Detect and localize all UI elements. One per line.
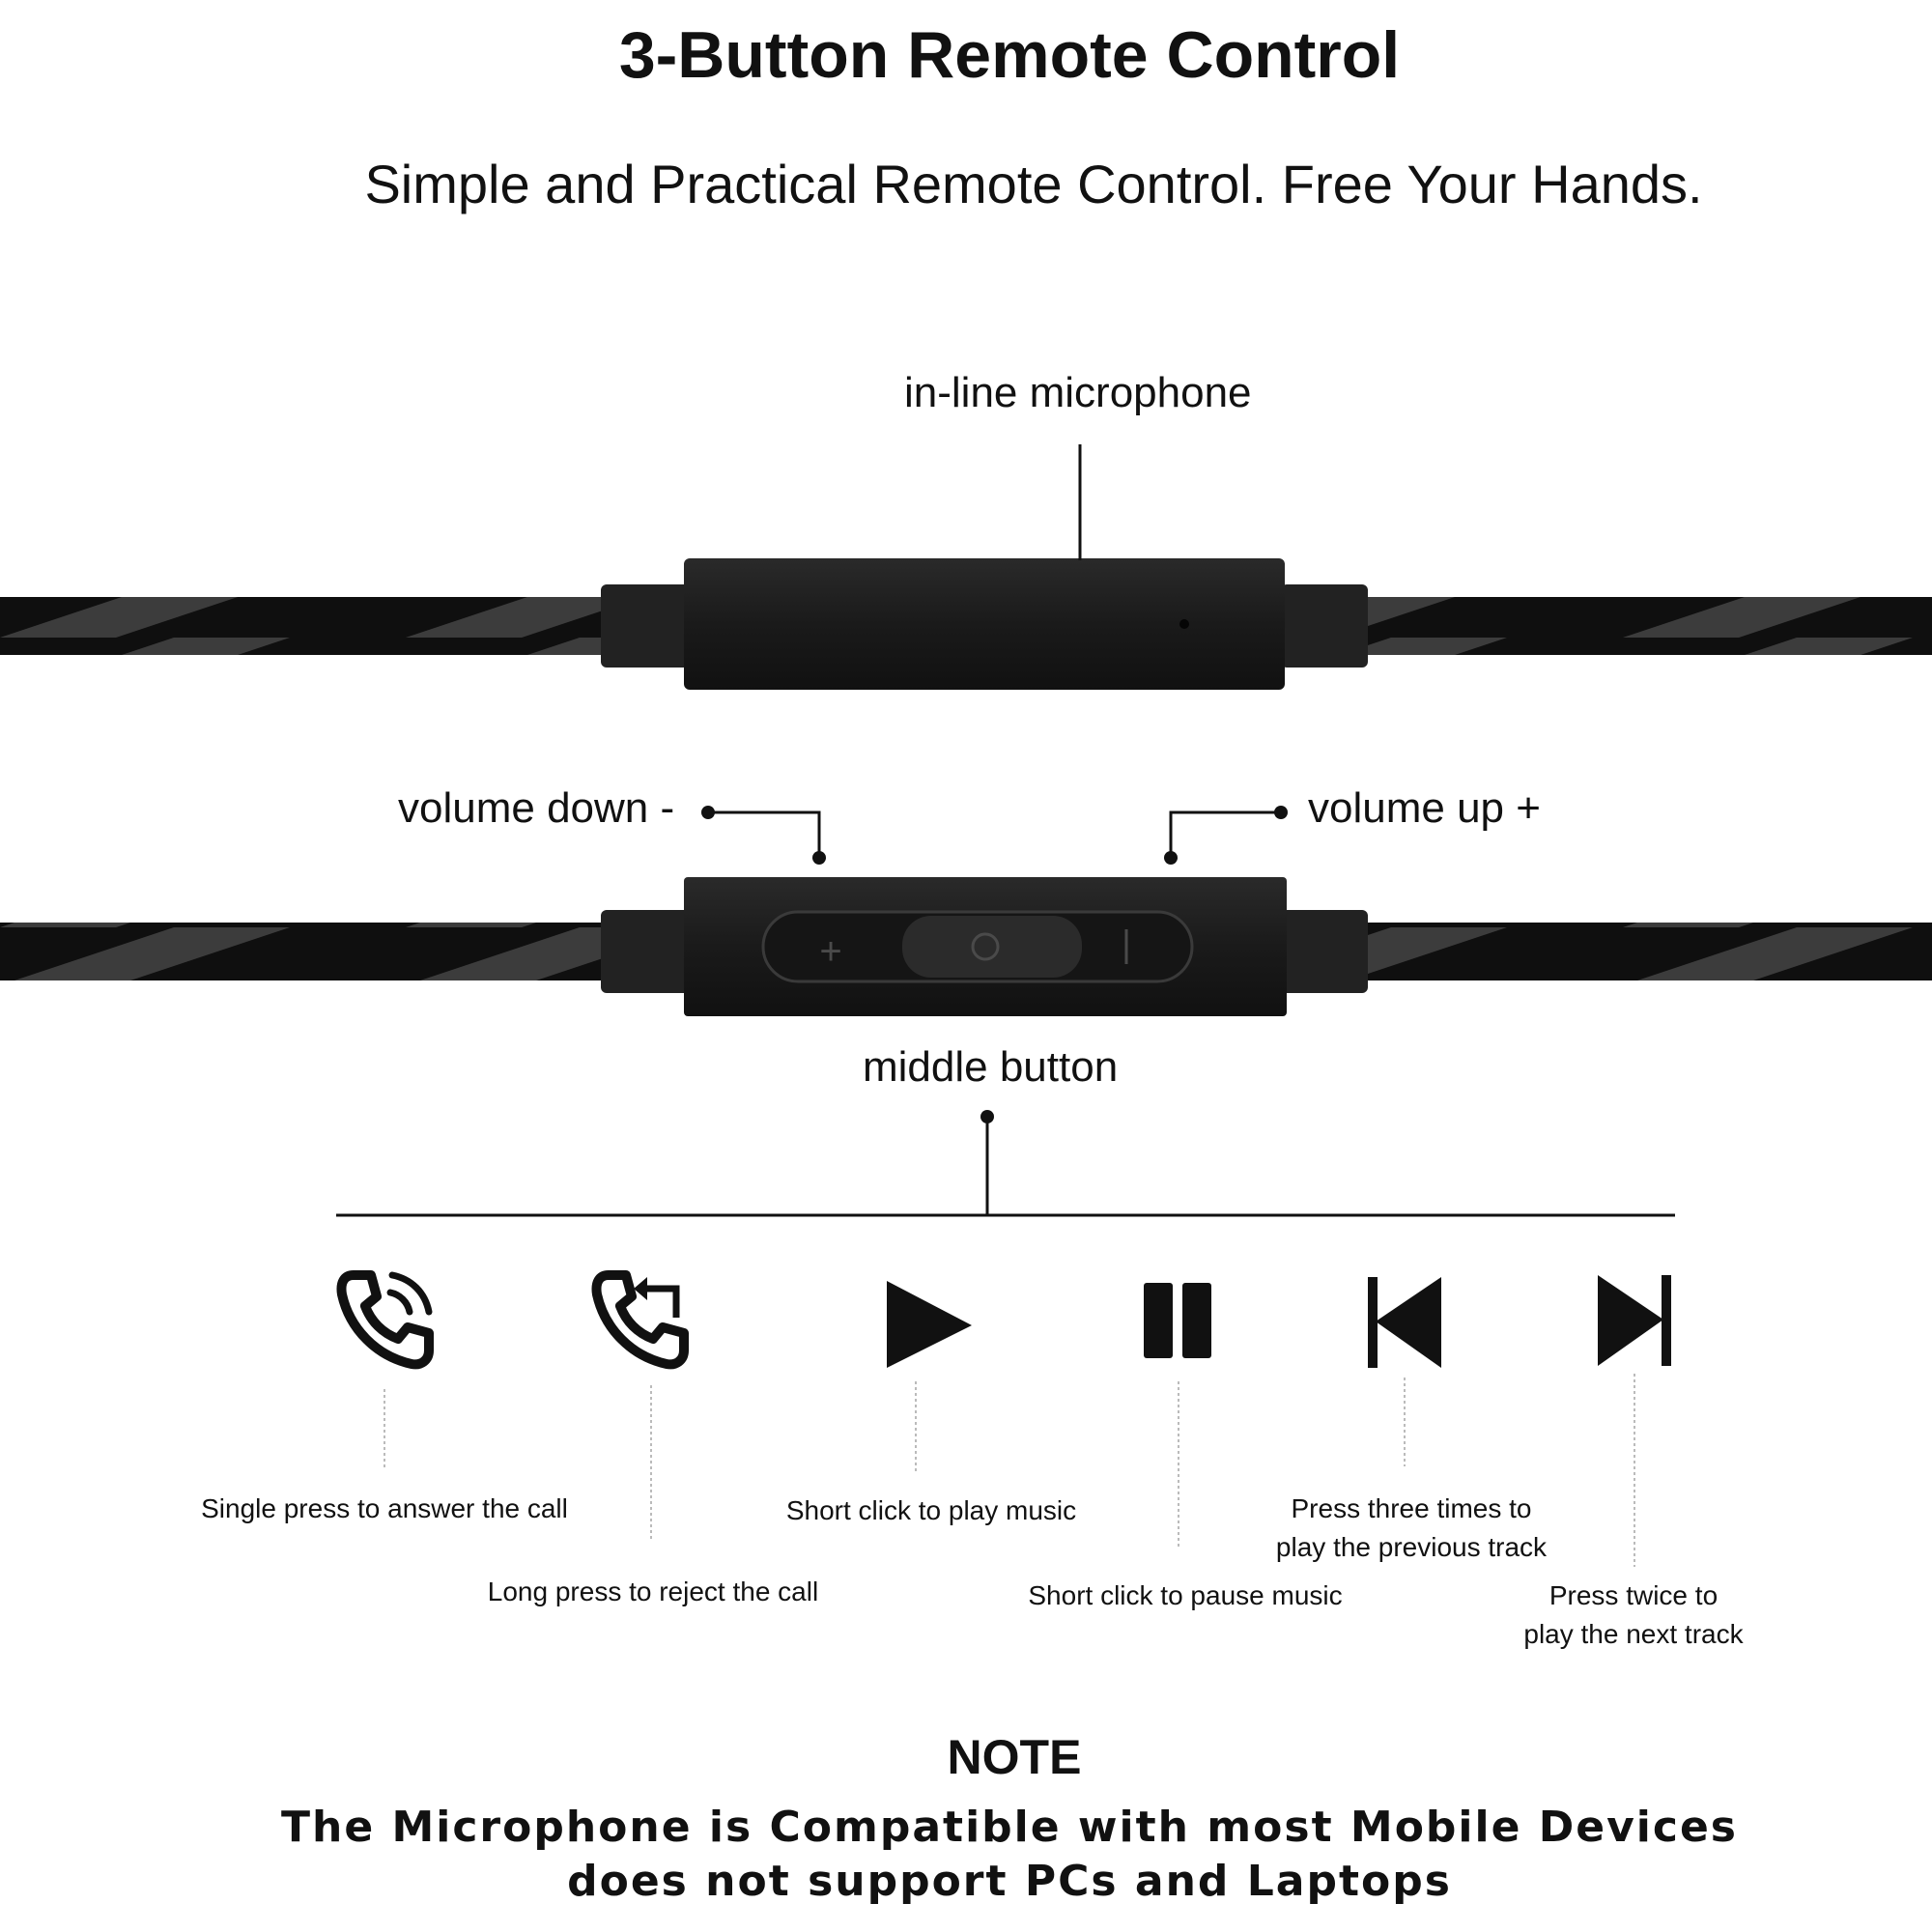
microphone-hole <box>1179 619 1189 629</box>
bottom-collar-right <box>1281 910 1368 993</box>
page-title: 3-Button Remote Control <box>618 18 1401 92</box>
microphone-label: in-line microphone <box>904 369 1252 416</box>
function-description-previous <box>1252 1490 1571 1567</box>
page-subtitle: Simple and Practical Remote Control. Free Your Hands. <box>364 154 1703 214</box>
volume-down-leader <box>708 812 819 856</box>
bottom-cable-left <box>0 923 609 980</box>
next-line-2: play the next track <box>1523 1619 1744 1649</box>
top-cable-right <box>1362 597 1932 655</box>
phone-reject-icon <box>587 1267 694 1374</box>
middle-button-pad <box>902 916 1082 978</box>
note-line-2: does not support PCs and Laptops <box>567 1857 1452 1906</box>
function-description-next <box>1493 1577 1774 1654</box>
button-plus-glyph: + <box>819 930 842 973</box>
function-description-answer: Single press to answer the call <box>201 1493 568 1523</box>
top-cable-left <box>0 597 609 655</box>
volume-down-label: volume down - <box>398 784 675 832</box>
phone-answer-icon <box>332 1267 439 1374</box>
top-remote-body <box>684 558 1285 690</box>
next-track-icon <box>1584 1265 1690 1372</box>
previous-line-2: play the previous track <box>1275 1532 1548 1562</box>
note-line-1: The Microphone is Compatible with most Mobile Devices <box>280 1803 1738 1852</box>
bottom-remote <box>0 806 1932 1215</box>
top-collar-left <box>601 584 690 668</box>
pause-icon <box>1126 1271 1233 1378</box>
middle-button-label: middle button <box>863 1043 1119 1091</box>
note-title: NOTE <box>947 1730 1082 1784</box>
previous-line-1: Press three times to <box>1291 1493 1532 1523</box>
next-line-1: Press twice to <box>1548 1580 1719 1610</box>
top-remote <box>0 444 1932 690</box>
function-description-pause: Short click to pause music <box>1028 1580 1343 1610</box>
previous-track-icon <box>1354 1267 1461 1374</box>
function-description-play: Short click to play music <box>785 1495 1077 1525</box>
top-collar-right <box>1281 584 1368 668</box>
volume-up-label: volume up + <box>1308 784 1541 832</box>
bottom-collar-left <box>601 910 690 993</box>
bottom-cable-right <box>1362 923 1932 980</box>
volume-up-leader <box>1171 812 1281 856</box>
play-icon <box>875 1271 981 1378</box>
function-description-reject: Long press to reject the call <box>487 1577 819 1606</box>
